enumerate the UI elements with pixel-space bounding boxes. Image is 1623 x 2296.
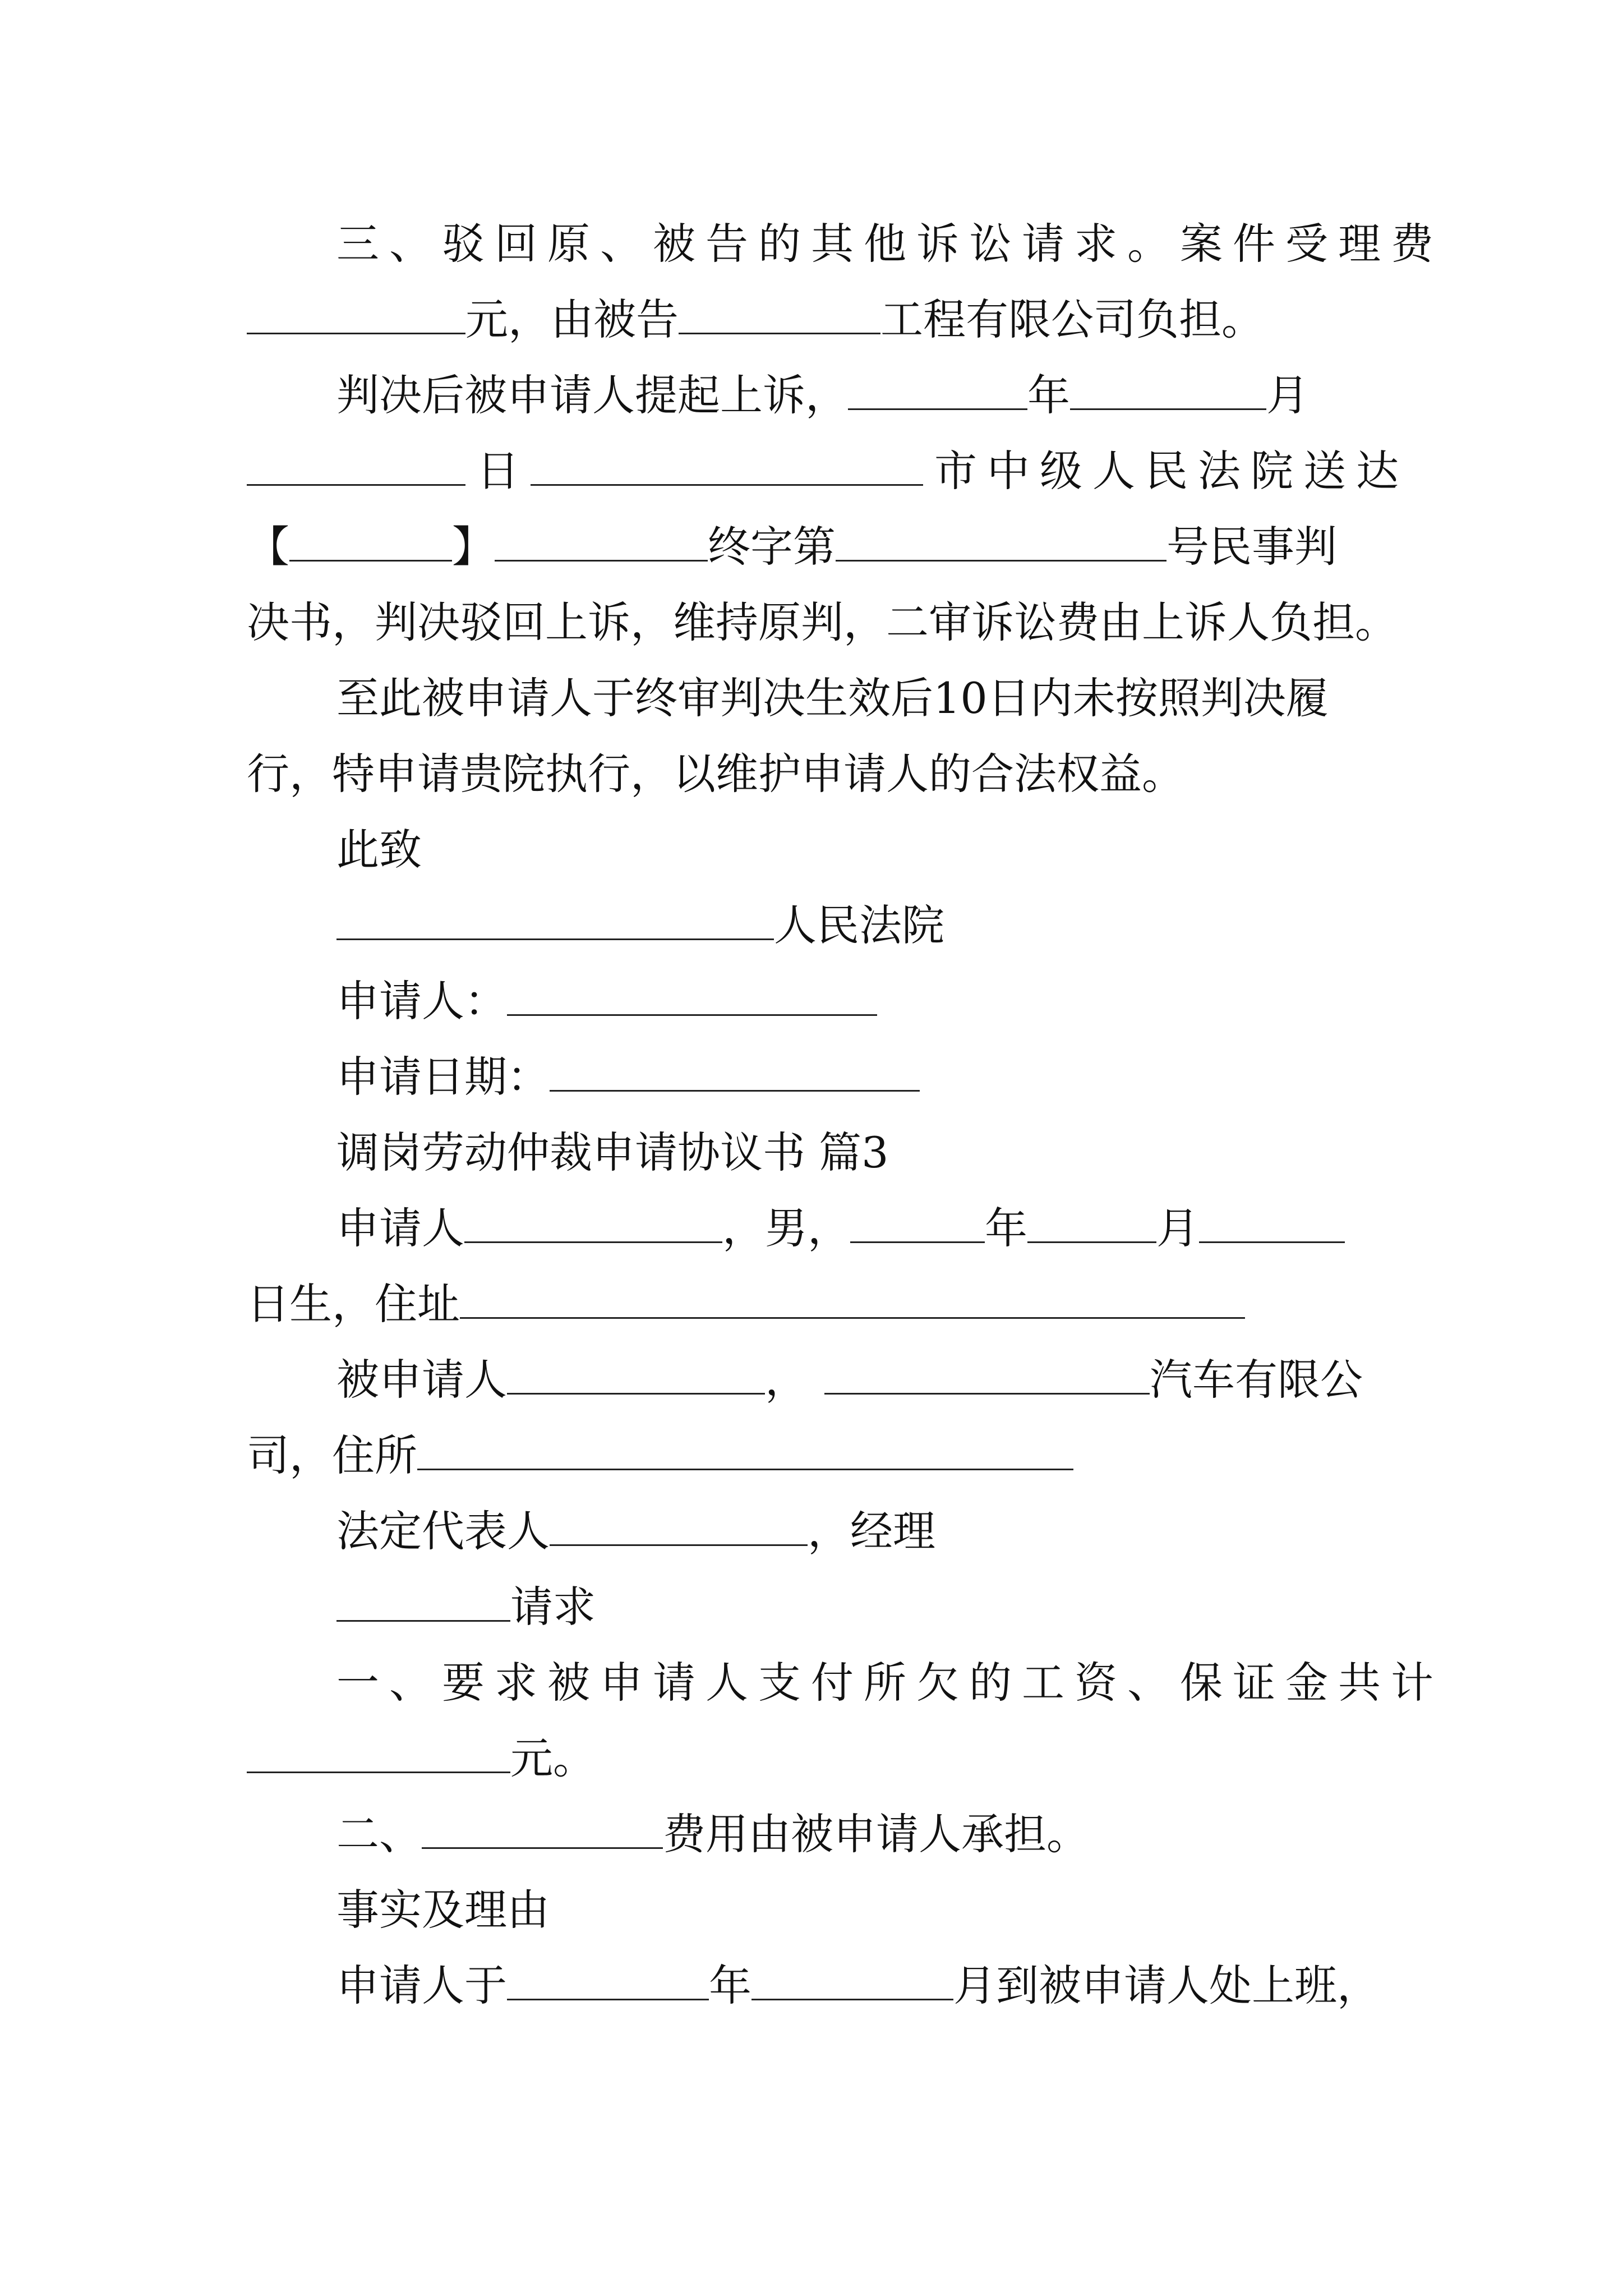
text: 元。: [510, 1733, 596, 1783]
text: 三、驳回原、被告的其他诉讼请求。案件受理费: [336, 219, 1444, 269]
blank-field: [422, 1808, 663, 1849]
text: 此致: [336, 825, 422, 875]
blank-field: [460, 1278, 1245, 1319]
text: 司，住所: [247, 1430, 417, 1480]
paragraph-line: [336, 1503, 1481, 1559]
text: 调岗劳动仲裁申请协议书 篇3: [336, 1128, 889, 1177]
blank-field: [836, 521, 1166, 562]
blank-field: [464, 1202, 722, 1243]
paragraph-line: [247, 292, 1391, 348]
court-addressee: [336, 898, 1481, 954]
text: 日: [477, 446, 519, 496]
blank-field: [247, 293, 465, 334]
text: 申请日期：: [336, 1052, 550, 1102]
blank-field: [550, 1505, 808, 1546]
paragraph-line: [336, 1655, 1444, 1711]
text: 年: [985, 1203, 1027, 1253]
blank-field: [495, 521, 708, 562]
text: 一、要求被申请人支付所欠的工资、保证金共计: [336, 1658, 1444, 1708]
blank-field: [550, 1051, 920, 1092]
text: 月: [1266, 370, 1309, 420]
text: 工程有限公司负担。: [880, 295, 1264, 344]
text: ，经理: [808, 1506, 935, 1556]
blank-field: [531, 445, 923, 486]
text: 【: [247, 522, 289, 572]
text: 月: [1156, 1203, 1199, 1253]
text: 二、: [336, 1809, 422, 1859]
paragraph-line: [247, 519, 1391, 575]
text: 元，由被告: [465, 295, 679, 344]
blank-field: [247, 1732, 510, 1773]
blank-field: [679, 293, 880, 334]
salutation: [336, 822, 1481, 878]
text: 申请人：: [336, 976, 507, 1026]
blank-field: [1199, 1202, 1345, 1243]
paragraph-line: [336, 367, 1481, 424]
paragraph-line: [336, 1200, 1481, 1257]
paragraph-line: [247, 595, 1398, 651]
paragraph-line: [247, 1428, 1391, 1484]
text: 被申请人: [336, 1355, 507, 1405]
text: 申请人于: [336, 1961, 507, 2010]
text: 年: [709, 1961, 751, 2010]
text: 费用由被申请人承担。: [663, 1809, 1089, 1859]
paragraph-line: [247, 746, 1391, 802]
text: 号民事判: [1166, 522, 1337, 572]
section-title: [336, 1125, 1481, 1181]
text: 决书，判决驳回上诉，维持原判，二审诉讼费由上诉人负担。: [247, 597, 1398, 647]
blank-field: [507, 975, 877, 1016]
blank-field: [1027, 1202, 1156, 1243]
text: 终字第: [708, 522, 836, 572]
blank-field: [848, 369, 1027, 410]
text: 判决后被申请人提起上诉，: [336, 370, 848, 420]
section-heading: [336, 1579, 1481, 1635]
paragraph-line: [247, 1731, 1391, 1787]
application-date: [336, 1049, 1481, 1105]
text: 申请人: [336, 1203, 464, 1253]
text: 汽车有限公: [1150, 1355, 1363, 1405]
blank-field: [850, 1202, 985, 1243]
blank-field: [417, 1429, 1073, 1470]
paragraph-line: [336, 216, 1444, 272]
paragraph-line: [247, 443, 1409, 499]
text: 年: [1027, 370, 1070, 420]
paragraph-line: [336, 1806, 1481, 1862]
paragraph-line: [336, 670, 1481, 726]
paragraph-line: [336, 1352, 1481, 1408]
blank-field: [247, 445, 465, 486]
text: 请求: [510, 1582, 596, 1632]
text: 行，特申请贵院执行，以维护申请人的合法权益。: [247, 749, 1184, 799]
text: 至此被申请人于终审判决生效后10日内未按照判决履: [336, 673, 1329, 723]
text: 日生，住址: [247, 1279, 460, 1329]
paragraph-line: [336, 1958, 1481, 2014]
blank-field: [1070, 369, 1266, 410]
blank-field: [289, 521, 452, 562]
text: 法定代表人: [336, 1506, 550, 1556]
text: 事实及理由: [336, 1885, 550, 1935]
section-heading: [336, 1882, 1481, 1938]
blank-field: [507, 1354, 765, 1395]
text: 市中级人民法院送达: [934, 446, 1409, 496]
blank-field: [336, 899, 774, 940]
text: ，: [765, 1355, 808, 1405]
text: 人民法院: [774, 900, 944, 950]
applicant-signature: [336, 973, 1481, 1029]
blank-field: [336, 1581, 510, 1622]
text: 】: [452, 522, 495, 572]
blank-field: [824, 1354, 1150, 1395]
blank-field: [507, 1959, 709, 2000]
paragraph-line: [247, 1276, 1391, 1332]
text: ，男，: [722, 1203, 850, 1253]
text: 月到被申请人处上班，: [953, 1961, 1380, 2010]
blank-field: [751, 1959, 953, 2000]
